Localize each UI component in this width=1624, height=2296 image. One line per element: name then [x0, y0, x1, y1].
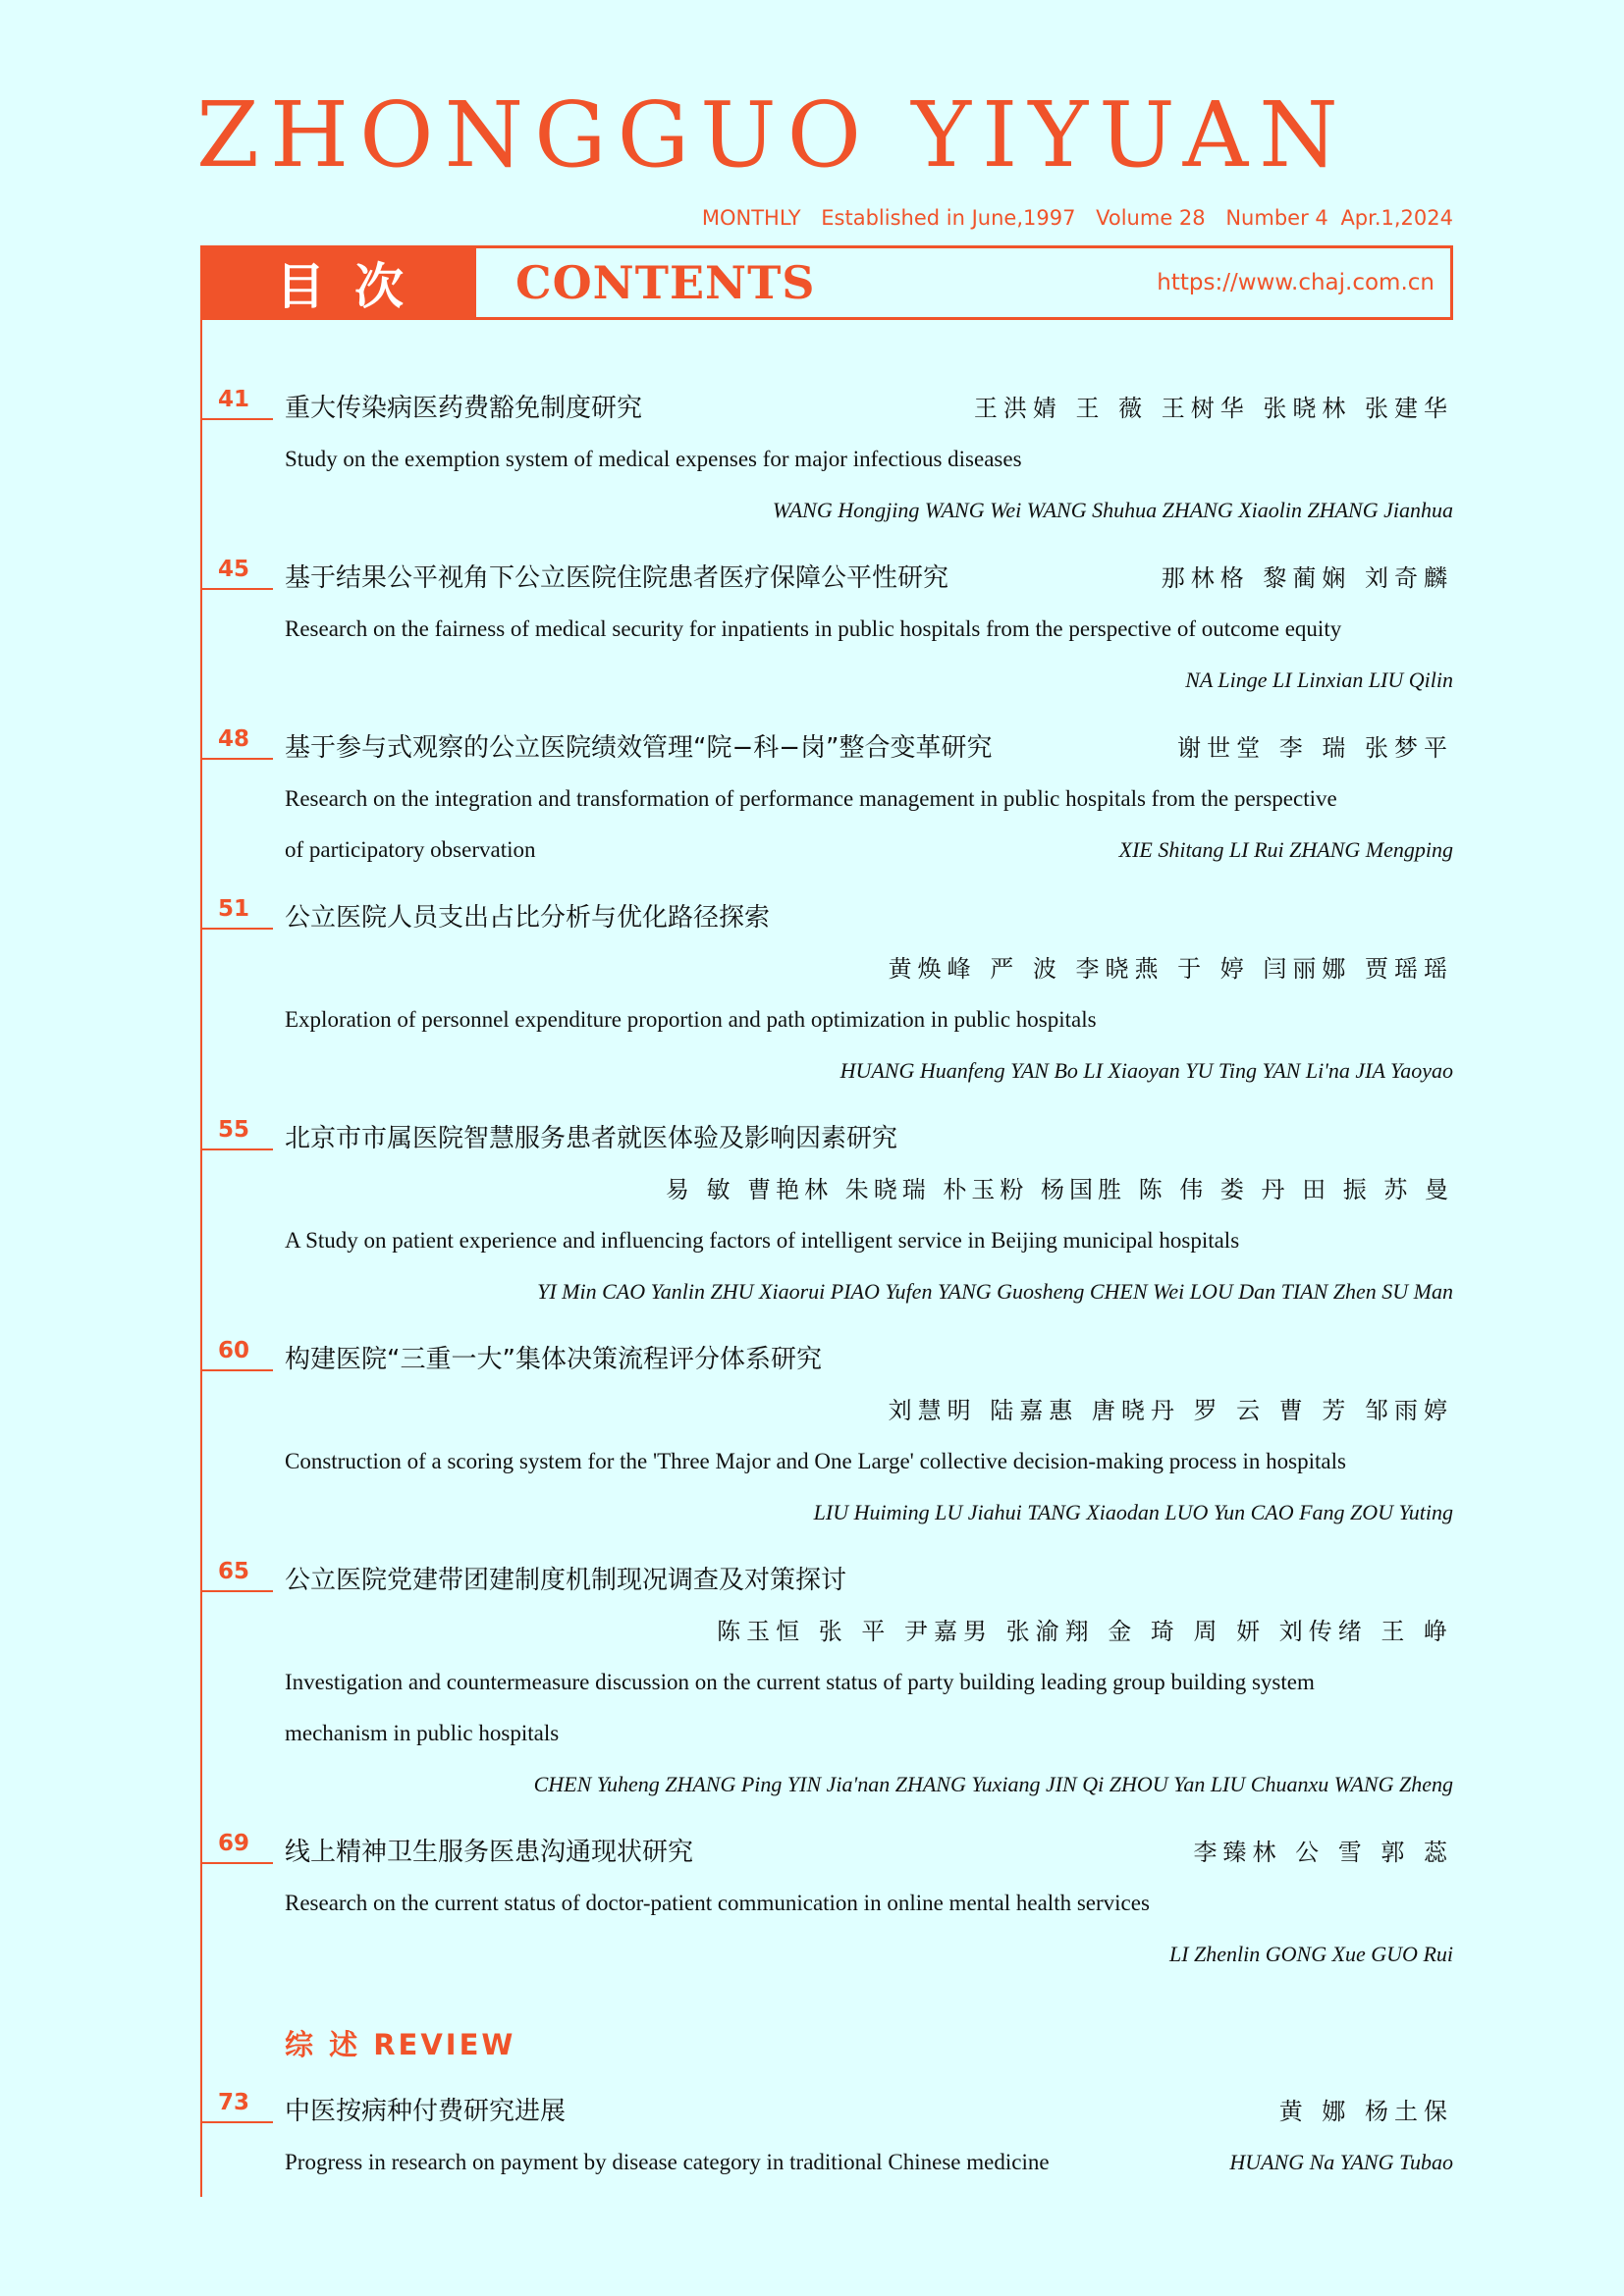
article-en-title[interactable]: Research on the fairness of medical security for inpatients in public hospitals from the perspective of outcome equity	[285, 616, 1342, 641]
article-cn-authors: 刘慧明 陆嘉惠 唐晓丹 罗 云 曹 芳 邹雨婷	[888, 1397, 1453, 1424]
page-number: 73	[218, 2090, 250, 2115]
article-cn-authors: 谢世堂 李 瑞 张梦平	[1177, 734, 1453, 762]
article-en-title-cont[interactable]: mechanism in public hospitals	[285, 1721, 560, 1745]
article-en-title[interactable]: Study on the exemption system of medical expenses for major infectious diseases	[285, 447, 1022, 471]
article-entry[interactable]	[200, 553, 1453, 706]
page-rule	[200, 1862, 273, 1864]
article-cn-authors: 王洪婧 王 薇 王树华 张晓林 张建华	[973, 395, 1453, 422]
section-heading-review: 综 述 REVIEW	[285, 2028, 516, 2061]
article-en-authors: HUANG Na YANG Tubao	[1229, 2150, 1453, 2174]
article-en-title[interactable]: Exploration of personnel expenditure proportion and path optimization in public hospitals	[285, 1007, 1097, 1032]
page-rule	[200, 928, 273, 930]
pub-monthly: MONTHLY	[701, 206, 801, 230]
article-en-authors: LIU Huiming LU Jiahui TANG Xiaodan LUO Yun CAO Fang ZOU Yuting	[813, 1500, 1453, 1524]
pub-number: Number 4	[1225, 206, 1328, 230]
article-entry[interactable]	[200, 892, 1453, 1096]
page-number: 69	[218, 1831, 250, 1856]
article-cn-authors: 那林格 黎蔺娴 刘奇麟	[1161, 564, 1453, 592]
article-entry[interactable]	[200, 1113, 1453, 1317]
article-entry[interactable]	[200, 1334, 1453, 1538]
page-rule	[200, 758, 273, 760]
article-entry[interactable]	[200, 1555, 1453, 1810]
article-en-title[interactable]: Progress in research on payment by disease category in traditional Chinese medicine	[285, 2150, 1050, 2174]
article-en-title-cont[interactable]: of participatory observation	[285, 837, 536, 862]
article-cn-title[interactable]: 中医按病种付费研究进展	[285, 2097, 567, 2126]
article-en-title[interactable]: Research on the integration and transformation of performance management in public hospitals from the perspective	[285, 786, 1337, 811]
pub-established: Established in June,1997	[821, 206, 1076, 230]
article-cn-authors: 黄焕峰 严 波 李晓燕 于 婷 闫丽娜 贾瑶瑶	[888, 955, 1453, 983]
journal-title: ZHONGGUO YIYUAN	[196, 82, 1349, 187]
article-cn-title[interactable]: 基于结果公平视角下公立医院住院患者医疗保障公平性研究	[285, 563, 949, 593]
article-cn-title[interactable]: 线上精神卫生服务医患沟通现状研究	[285, 1838, 694, 1867]
article-en-authors: CHEN Yuheng ZHANG Ping YIN Jia'nan ZHANG Yuxiang JIN Qi ZHOU Yan LIU Chuanxu WANG Zheng	[533, 1772, 1453, 1796]
page-rule	[200, 2121, 273, 2123]
article-cn-title[interactable]: 公立医院人员支出占比分析与优化路径探索	[285, 903, 771, 933]
page-number: 45	[218, 557, 250, 582]
banner-en-label: CONTENTS	[515, 256, 816, 309]
page-number: 48	[218, 726, 250, 752]
page-rule	[200, 1148, 273, 1150]
contents-list	[200, 383, 1453, 2205]
article-en-authors: XIE Shitang LI Rui ZHANG Mengping	[1118, 837, 1453, 862]
article-en-authors: LI Zhenlin GONG Xue GUO Rui	[1168, 1942, 1453, 1966]
page-number: 60	[218, 1338, 250, 1363]
page-rule	[200, 1590, 273, 1592]
article-en-title[interactable]: Research on the current status of doctor-patient communication in online mental health services	[285, 1891, 1150, 1915]
article-en-authors: YI Min CAO Yanlin ZHU Xiaorui PIAO Yufen YANG Guosheng CHEN Wei LOU Dan TIAN Zhen SU Man	[537, 1279, 1453, 1304]
article-cn-title[interactable]: 公立医院党建带团建制度机制现况调查及对策探讨	[285, 1566, 847, 1595]
article-entry[interactable]	[200, 383, 1453, 536]
article-entry[interactable]	[200, 1827, 1453, 1980]
page-rule	[200, 1369, 273, 1371]
article-cn-authors: 陈玉恒 张 平 尹嘉男 张渝翔 金 琦 周 妍 刘传绪 王 峥	[717, 1618, 1453, 1645]
article-cn-title[interactable]: 重大传染病医药费豁免制度研究	[285, 394, 643, 423]
article-cn-title[interactable]: 基于参与式观察的公立医院绩效管理“院−科−岗”整合变革研究	[285, 733, 993, 763]
article-en-title[interactable]: A Study on patient experience and influencing factors of intelligent service in Beijing municipal hospitals	[285, 1228, 1240, 1253]
page-number: 51	[218, 896, 250, 922]
pub-date: Apr.1,2024	[1340, 206, 1453, 230]
publication-info	[688, 206, 1453, 230]
article-cn-authors: 李臻林 公 雪 郭 蕊	[1193, 1839, 1453, 1866]
pub-volume: Volume 28	[1096, 206, 1206, 230]
journal-url-link[interactable]: https://www.chaj.com.cn	[1157, 270, 1435, 295]
article-cn-authors: 黄 娜 杨土保	[1278, 2098, 1453, 2125]
article-cn-title[interactable]: 北京市市属医院智慧服务患者就医体验及影响因素研究	[285, 1124, 898, 1153]
article-entry[interactable]	[200, 722, 1453, 876]
page-number: 55	[218, 1117, 250, 1143]
article-cn-title[interactable]: 构建医院“三重一大”集体决策流程评分体系研究	[285, 1345, 822, 1374]
page-rule	[200, 418, 273, 420]
article-en-authors: HUANG Huanfeng YAN Bo LI Xiaoyan YU Ting YAN Li'na JIA Yaoyao	[839, 1058, 1453, 1083]
article-en-title[interactable]: Construction of a scoring system for the 'Three Major and One Large' collective decision-making process in hospitals	[285, 1449, 1346, 1473]
contents-banner	[200, 245, 1453, 320]
article-en-title[interactable]: Investigation and countermeasure discussion on the current status of party building leading group building system	[285, 1670, 1315, 1694]
article-en-authors: WANG Hongjing WANG Wei WANG Shuhua ZHANG Xiaolin ZHANG Jianhua	[772, 498, 1453, 522]
article-entry[interactable]	[200, 2086, 1453, 2188]
page-number: 65	[218, 1559, 250, 1584]
article-cn-authors: 易 敏 曹艳林 朱晓瑞 朴玉粉 杨国胜 陈 伟 娄 丹 田 振 苏 曼	[665, 1176, 1453, 1203]
article-en-authors: NA Linge LI Linxian LIU Qilin	[1185, 667, 1453, 692]
banner-cn-label: 目次	[203, 248, 476, 317]
page-rule	[200, 588, 273, 590]
page-number: 41	[218, 387, 250, 412]
